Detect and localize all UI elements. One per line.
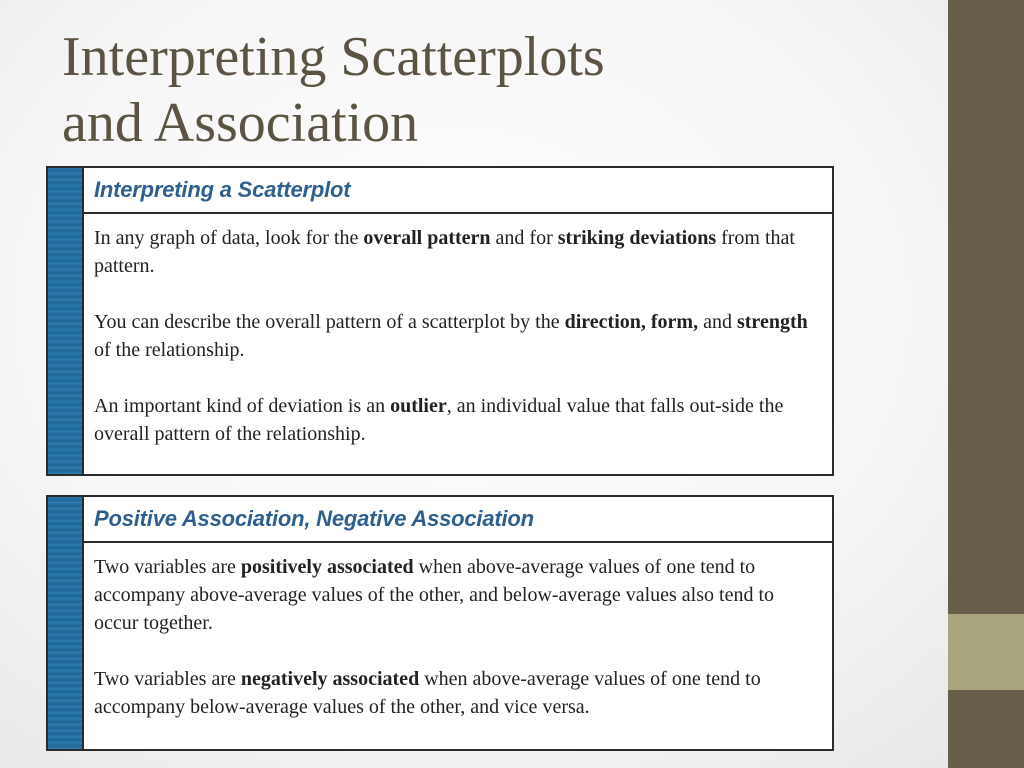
text: Two variables are	[94, 556, 241, 578]
text: Two variables are	[94, 668, 241, 690]
text: In any graph of data, look for the	[94, 227, 364, 249]
text: of the relationship.	[94, 339, 245, 361]
term-direction-form: direction, form,	[564, 311, 699, 333]
paragraph-negative-association	[94, 665, 822, 721]
paragraph-describe-pattern	[94, 308, 822, 364]
box-heading: Positive Association, Negative Association	[94, 506, 534, 531]
association-definition-box	[46, 495, 834, 751]
slide-title-line-1: Interpreting Scatterplots	[62, 26, 605, 88]
text: and for	[490, 227, 558, 249]
text: You can describe the overall pattern of a scatterplot by the	[94, 311, 565, 333]
term-overall-pattern: overall pattern	[363, 227, 491, 249]
box-side-stripe	[48, 168, 84, 474]
paragraph-positive-association	[94, 553, 822, 637]
box-body	[84, 543, 832, 731]
scatterplot-definition-box	[46, 166, 834, 476]
box-side-stripe	[48, 497, 84, 749]
slide-title-line-2: and Association	[62, 92, 419, 154]
term-positively-associated: positively associated	[240, 556, 414, 578]
box-header	[84, 497, 832, 543]
slide-title	[62, 24, 922, 156]
text: when above-average values of one tend to accompany below-average values of the other, and vice versa.	[94, 668, 761, 718]
term-outlier: outlier	[390, 395, 447, 417]
text: and	[698, 311, 737, 333]
term-strength: strength	[736, 311, 808, 333]
term-striking-deviations: striking deviations	[557, 227, 717, 249]
box-body	[84, 214, 832, 458]
box-header	[84, 168, 832, 214]
text: when above-average values of one tend to accompany above-average values of the other, and below-average values also tend to occur together.	[94, 556, 775, 634]
decorative-side-accent	[948, 614, 1024, 690]
paragraph-overall-pattern	[94, 224, 822, 280]
text: An important kind of deviation is an	[94, 395, 391, 417]
text: from that pattern.	[94, 227, 795, 277]
text: , an individual value that falls out-side the overall pattern of the relationship.	[94, 395, 784, 445]
term-negatively-associated: negatively associated	[240, 668, 420, 690]
box-heading: Interpreting a Scatterplot	[94, 177, 351, 202]
paragraph-outlier	[94, 392, 822, 448]
